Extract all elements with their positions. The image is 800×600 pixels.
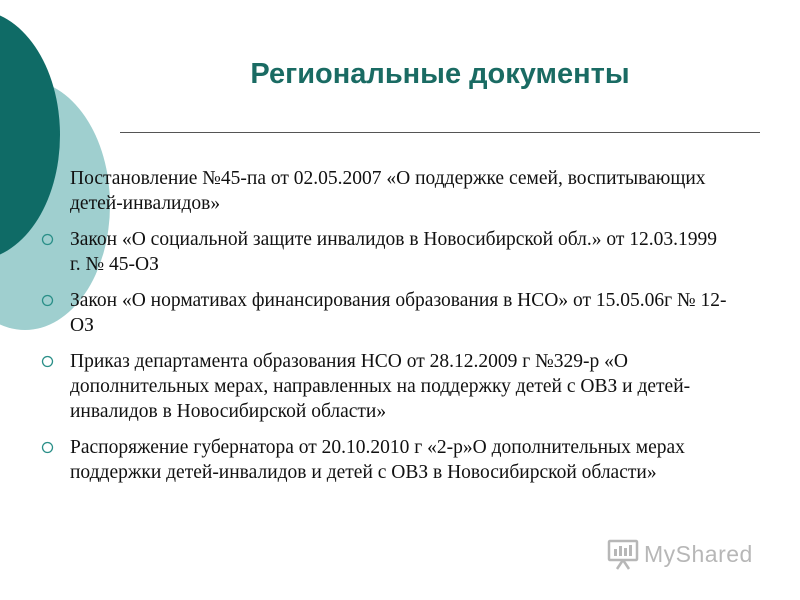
- title-divider: [120, 132, 760, 133]
- list-item-text: Распоряжение губернатора от 20.10.2010 г «2-р»О дополнительных мерах поддержки детей-инвалидов и детей с ОВЗ в Новосибирской области»: [70, 437, 685, 483]
- ring-bullet-icon: [41, 441, 54, 454]
- watermark-logo: [605, 534, 775, 574]
- watermark-text: MyShared: [644, 540, 753, 567]
- slide-title: Региональные документы: [250, 58, 630, 90]
- ring-bullet-icon: [41, 233, 54, 246]
- presentation-board-icon: [605, 536, 641, 572]
- list-item: [40, 349, 730, 424]
- ring-bullet-icon: [41, 355, 54, 368]
- list-item: [40, 227, 730, 277]
- document-list: [40, 166, 730, 496]
- list-item: [40, 435, 730, 485]
- ring-bullet-icon: [41, 294, 54, 307]
- list-item-text: Приказ департамента образования НСО от 28.12.2009 г №329-р «О дополнительных мерах, направленных на поддержку детей с ОВЗ и детей-инвалидов в Новосибирской области»: [70, 351, 691, 422]
- list-item-text: Постановление №45-па от 02.05.2007 «О поддержке семей, воспитывающих детей-инвалидов»: [70, 168, 706, 214]
- list-item-text: Закон «О нормативах финансирования образования в НСО» от 15.05.06г № 12-ОЗ: [70, 290, 727, 336]
- list-item-text: Закон «О социальной защите инвалидов в Новосибирской обл.» от 12.03.1999 г. № 45-ОЗ: [70, 229, 718, 275]
- list-item: [40, 288, 730, 338]
- list-item: [40, 166, 730, 216]
